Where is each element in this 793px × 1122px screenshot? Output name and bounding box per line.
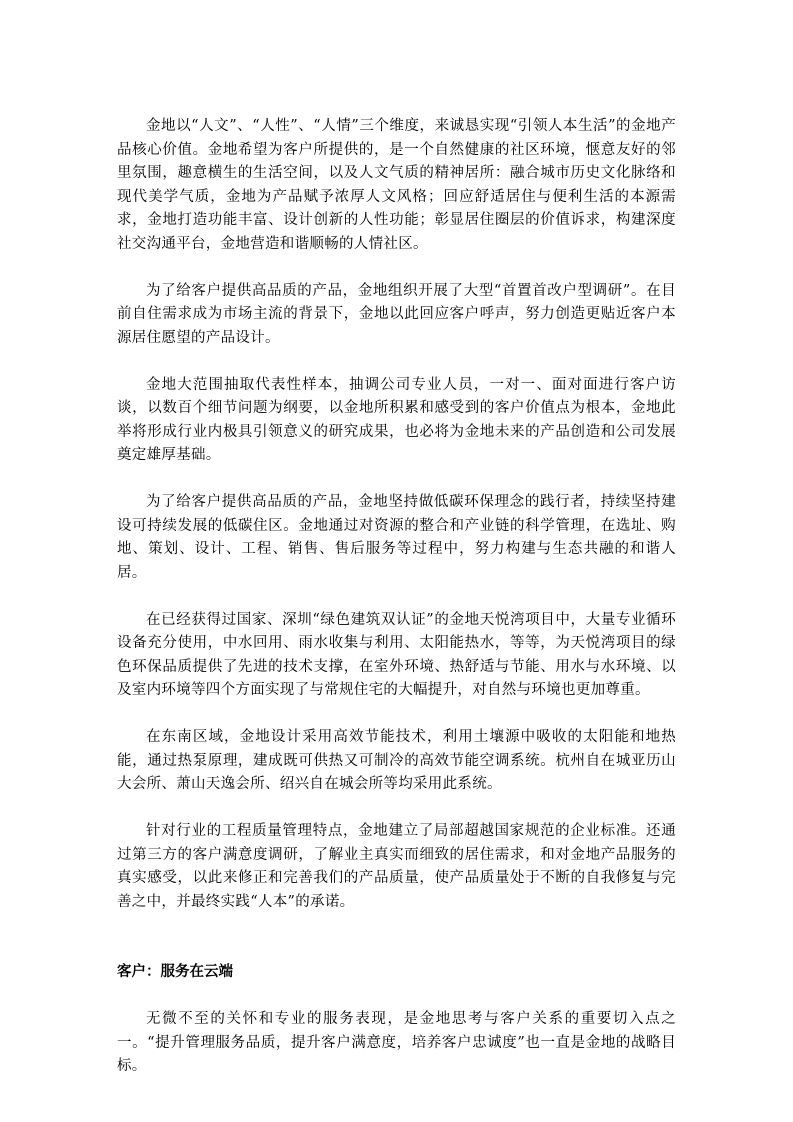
section-heading: 客户：服务在云端 bbox=[117, 964, 233, 980]
paragraph-spacer bbox=[117, 256, 676, 280]
paragraph-spacer bbox=[117, 703, 676, 727]
paragraph-low-carbon: 为了给客户提供高品质的产品，金地坚持做低碳环保理念的践行者，持续坚持建设可持续发展的低碳住区。金地通过对资源的整合和产业链的科学管理，在选址、购地、策划、设计、工程、销售、售后服务等过程中，努力构建与生态共融的和谐人居。 bbox=[117, 494, 676, 581]
paragraph-humanistic-values: 金地以“人文”、“人性”、“人情”三个维度，来诚恳实现“引领人本生活”的金地产品核心价值。金地希望为客户所提供的，是一个自然健康的社区环境，惬意友好的邻里氛围，趣意横生的生活空间，以及人文气质的精神居所：融合城市历史文化脉络和现代美学气质，金地为产品赋予浓厚人文风格；回应舒适居住与便利生活的本源需求，金地打造功能丰富、设计创新的人性功能；彰显居住圈层的价值诉求，构建深度社交沟通平台，金地营造和谐顺畅的人情社区。 bbox=[117, 118, 676, 252]
paragraph-green-building: 在已经获得过国家、深圳“绿色建筑双认证”的金地天悦湾项目中，大量专业循环设备充分使用，中水回用、雨水收集与利用、太阳能热水，等等，为天悦湾项目的绿色环保品质提供了先进的技术支撑，在室外环境、热舒适与节能、用水与水环境、以及室内环境等四个方面实现了与常规住宅的大幅提升，对自然与环境也更加尊重。 bbox=[117, 611, 676, 698]
paragraph-spacer bbox=[117, 914, 676, 938]
paragraph-housing-survey: 为了给客户提供高品质的产品，金地组织开展了大型“首置首改户型调研”。在目前自住需求成为市场主流的背景下，金地以此回应客户呼声，努力创造更贴近客户本源居住愿望的产品设计。 bbox=[117, 282, 676, 346]
paragraph-quality-management: 针对行业的工程质量管理特点，金地建立了局部超越国家规范的企业标准。还通过第三方的客户满意度调研，了解业主真实而细致的居住需求，和对金地产品服务的真实感受，以此来修正和完善我们的产品质量，使产品质量处于不断的自我修复与完善之中，并最终实践“人本”的承诺。 bbox=[117, 823, 676, 910]
paragraph-customer-interviews: 金地大范围抽取代表性样本，抽调公司专业人员，一对一、面对面进行客户访谈，以数百个细节问题为纲要，以金地所积累和感受到的客户价值点为根本，金地此举将形成行业内极具引领意义的研究成果，也必将为金地未来的产品创造和公司发展奠定雄厚基础。 bbox=[117, 376, 676, 463]
document-body bbox=[117, 115, 676, 1079]
paragraph-spacer bbox=[117, 468, 676, 492]
paragraph-customer-service: 无微不至的关怀和专业的服务表现，是金地思考与客户关系的重要切入点之一。“提升管理服务品质，提升客户满意度，培养客户忠诚度”也一直是金地的战略目标。 bbox=[117, 1011, 676, 1074]
paragraph-energy-saving: 在东南区域，金地设计采用高效节能技术，利用土壤源中吸收的太阳能和地热能，通过热泵原理，建成既可供热又可制冷的高效节能空调系统。杭州自在城亚历山大会所、萧山天逸会所、绍兴自在城会所等均采用此系统。 bbox=[117, 729, 676, 792]
paragraph-spacer bbox=[117, 938, 676, 962]
paragraph-spacer bbox=[117, 985, 676, 1009]
paragraph-spacer bbox=[117, 585, 676, 609]
paragraph-spacer bbox=[117, 350, 676, 374]
paragraph-spacer bbox=[117, 797, 676, 821]
